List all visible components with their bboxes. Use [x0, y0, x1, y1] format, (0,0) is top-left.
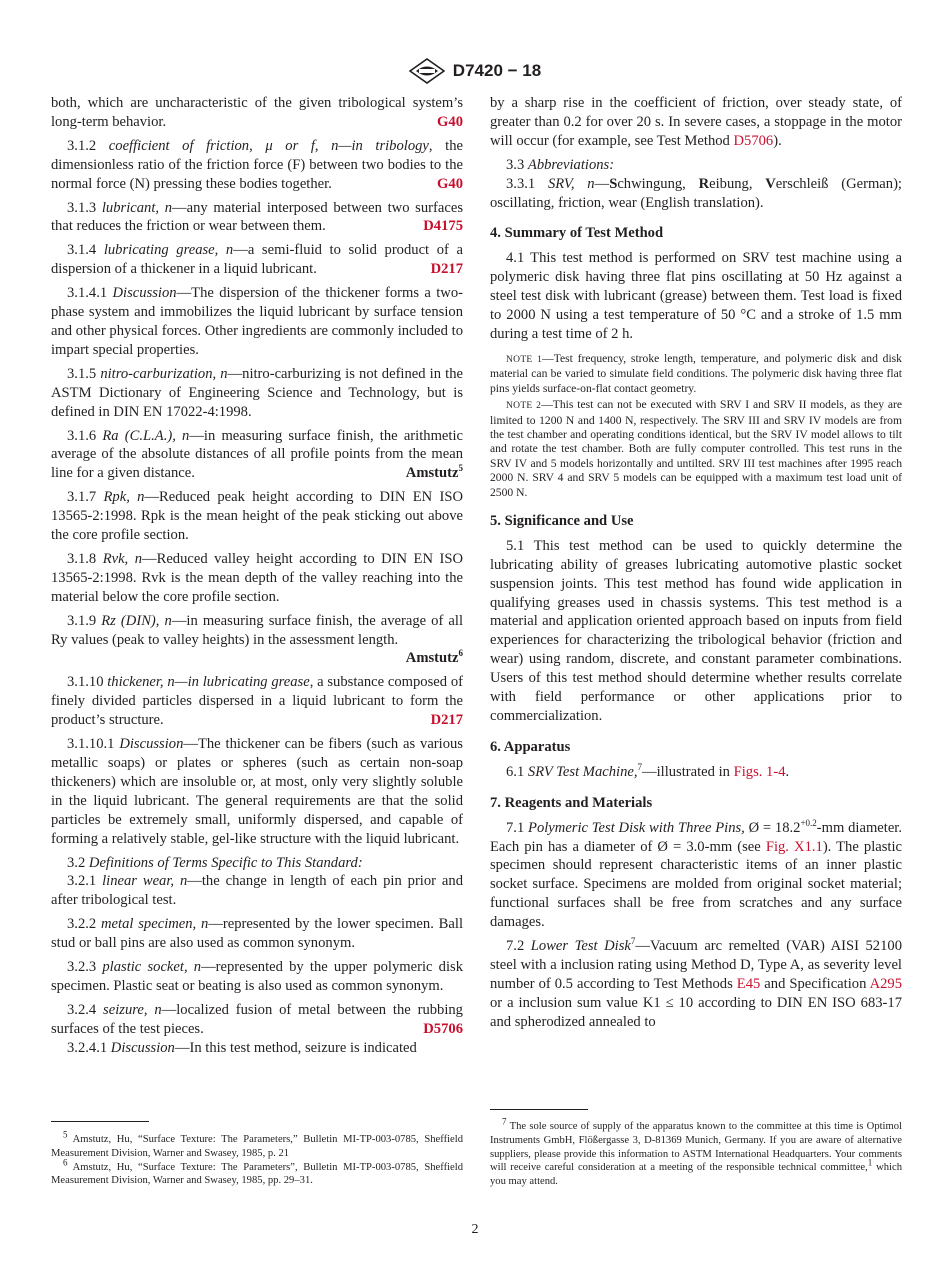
paragraph-6-1: 6.1 SRV Test Machine,$^7$—illustrated in Figs. 1-4.: [506, 761, 790, 780]
link-figs-1-4[interactable]: Figs. 1-4: [733, 763, 786, 780]
definition-paragraph: 3.1.6 Ra (C.L.A.), n—in measuring surface finish, the arithmetic average of the absolute distances of all profile points from the mean line for a given distance. Amstutz$^5$: [51, 427, 463, 482]
definition-paragraph: 3.1.10.1 Discussion—The thickener can be fibers (such as various metallic soaps) or plates or spheres (such as certain non-soap thickeners) which are insoluble or, at most, only very slightly soluble in the liquid lubricant. The general requirements are that the solid particles be extremely small, uniformly dispersed, and capable of forming a relatively stable, gel-like structure with the liquid lubricant.: [51, 736, 463, 847]
paragraph-5-1: 5.1 This test method can be used to quickly determine the lubricating ability of greases lubricating automotive plastic socket suspension joints. This test method has found wide application in qualifying greases used in chassis systems. This test method is a material and application oriented approach based on inputs from field experiences for characterizing the tribological behavior (friction and wear) using random, discrete, and constant parameter combinations. Users of this test method should determine whether results correlate with field performance or other applications prior to commercialization.: [490, 537, 902, 724]
link-d5706[interactable]: D5706: [733, 132, 774, 149]
note-2: NOTE 2—This test can not be executed with SRV I and SRV II models, as they are limited to 1200 N and 1400 N, respectively. The SRV III and SRV IV models are from the test chamber and operating conditions identical, but the SRV IV model allows to tilt and rotate the test chamber. Both are fully computer controlled. This test runs in the SRV IV and 5 models horizontally and untilted. SRV III test machines after 1995 reach 2000 N. SRV 4 and SRV 5 models can be equipped with a maximum test load unit of 2500 N.: [490, 398, 902, 499]
section-heading-6: 6. Apparatus: [490, 738, 571, 755]
reference-link[interactable]: G40: [437, 113, 463, 130]
definition-paragraph: 3.2.1 linear wear, n—the change in length of each pin prior and after tribological test.: [51, 873, 463, 909]
paragraph-3-2-4-1-continued: by a sharp rise in the coefficient of friction, over steady state, of greater than 0.2 for over 20 s. In severe cases, a stoppage in the motor will occur (for example, see Test Method D5706).: [490, 95, 902, 149]
section-heading-5: 5. Significance and Use: [490, 512, 634, 529]
definition-paragraph: 3.1.10 thickener, n—in lubricating grease, a substance composed of finely divided particles dispersed in a liquid lubricant to form the product’s structure. D217: [51, 674, 463, 729]
right-column: [490, 94, 902, 1037]
document-code: D7420 − 18: [452, 61, 542, 80]
definition-paragraph: 3.1.3 lubricant, n—any material interposed between two surfaces that reduces the friction or wear between them. D4175: [51, 199, 463, 235]
page-header: [0, 58, 950, 84]
definition-paragraph: 3.1.8 Rvk, n—Reduced valley height according to DIN EN ISO 13565-2:1998. Rvk is the mean depth of the valley reaching into the material below the core profile section.: [51, 550, 463, 605]
definition-paragraph: 3.2.4.1 Discussion—In this test method, seizure is indicated: [67, 1039, 417, 1056]
definition-paragraph: 3.2.2 metal specimen, n—represented by the lower specimen. Ball stud or ball pins are also used as common synonym.: [51, 916, 463, 952]
reference-link[interactable]: D217: [430, 261, 463, 278]
definition-paragraph: 3.2.3 plastic socket, n—represented by the upper polymeric disk specimen. Plastic seat or beating is also used as common synonym.: [51, 959, 463, 994]
footnote-5: $^5$ Amstutz, Hu, “Surface Texture: The Parameters,” Bulletin MI-TP-003-0785, Sheffield Measurement Division, Warner and Swasey, 1985, p. 21: [51, 1129, 463, 1159]
paragraph-4-1: 4.1 This test method is performed on SRV test machine using a polymeric disk having three flat pins oscillating at 50 Hz against a steel test disk with lubricant (grease) between them. Test load is fixed to 2000 N using a test temperature of 50 °C and a stroke of 1.5 mm during a test time of 2 h.: [490, 250, 902, 342]
reference-link[interactable]: D4175: [423, 218, 463, 235]
paragraph-7-1: 7.1 Polymeric Test Disk with Three Pins, Ø = $18.2^{+0.2}-mm$ diameter. Each pin has a diameter of Ø = 3.0-mm (see Fig. X1.1). The plastic specimen should represent characteristic items of an inner plastic socket surface. Specimens are molded from original socket material; functional surfaces shall be free from scratches and any surface damages.: [490, 817, 903, 931]
footnote-7: $^7$ The sole source of supply of the apparatus known to the committee at this time is Optimol Instruments GmbH, Flößergasse 3, D-81369 Munich, Germany. If you are aware of alternative suppliers, please provide this information to ASTM International Headquarters. Your comments will receive careful consideration at a meeting of the responsible technical committee,$^1$ which you may attend.: [490, 1116, 902, 1188]
astm-logo-icon: [409, 58, 445, 84]
paragraph-7-2: 7.2 Lower Test Disk$^7$—Vacuum arc remelted (VAR) AISI 52100 steel with a inclusion rating using Method D, Type A, as severity level number of 0.5 according to Test Methods E45 and Specification A295 or a inclusion sum value K1 ≤ 10 according to DIN EN ISO 683-17 and spherodized annealed to: [490, 936, 902, 1030]
note-1: NOTE 1—Test frequency, stroke length, temperature, and polymeric disk and disk material can be varied to simulate field conditions. The polymeric disk having three flat pins yields surface-on-flat contact geometry.: [490, 351, 902, 395]
section-heading-7: 7. Reagents and Materials: [490, 794, 653, 811]
reference-link[interactable]: D217: [430, 712, 463, 729]
footnote-rule-left: [51, 1121, 149, 1122]
footnotes-left: [51, 1129, 463, 1188]
link-fig-x1-1[interactable]: Fig. X1.1: [765, 838, 823, 855]
definition-paragraph: 3.1.7 Rpk, n—Reduced peak height according to DIN EN ISO 13565-2:1998. Rpk is the mean height of the peak sticking out above the core profile section.: [51, 489, 463, 544]
definition-paragraph: both, which are uncharacteristic of the given tribological system’s long-term behavior. G40: [51, 95, 463, 130]
definition-paragraph: 3.1.2 coefficient of friction, μ or f, n—in tribology, the dimensionless ratio of the friction force (F) between two bodies to the normal force (N) pressing these bodies together. G40: [51, 137, 463, 192]
section-heading-4: 4. Summary of Test Method: [490, 225, 664, 242]
source-reference: Amstutz$^6$: [405, 648, 463, 667]
footnote-rule-right: [490, 1109, 588, 1110]
definition-paragraph: 3.1.9 Rz (DIN), n—in measuring surface finish, the average of all Ry values (peak to valley heights) in the assessment length. Amstutz$^6$: [51, 612, 463, 667]
reference-link[interactable]: D5706: [423, 1020, 463, 1037]
paragraph-3-3: 3.3 Abbreviations:: [506, 156, 615, 173]
definition-paragraph: 3.1.4.1 Discussion—The dispersion of the thickener forms a two-phase system and immobilizes the liquid lubricant by surface tension and other physical forces. Other ingredients are commonly included to impart special properties.: [51, 285, 463, 358]
page-number: 2: [471, 1222, 479, 1237]
definition-paragraph: 3.1.4 lubricating grease, n—a semi-fluid to solid product of a dispersion of a thickener in a liquid lubricant. D217: [51, 242, 463, 278]
paragraph-3-3-1: 3.3.1 SRV, n—Schwingung, Reibung, Verschleiß (German); oscillating, friction, wear (English translation).: [490, 175, 902, 211]
left-column: [51, 94, 463, 1063]
link-e45[interactable]: E45: [736, 975, 761, 992]
definition-paragraph: 3.2.4 seizure, n—localized fusion of metal between the rubbing surfaces of the test pieces. D5706: [51, 1001, 463, 1037]
definition-paragraph: 3.1.5 nitro-carburization, n—nitro-carburizing is not defined in the ASTM Dictionary of Engineering Science and Technology, but is defined in DIN EN 17022-4:1998.: [51, 365, 463, 420]
reference-link[interactable]: G40: [437, 175, 463, 192]
footnote-6: $^6$ Amstutz, Hu, “Surface Texture: The Parameters”, Bulletin MI-TP-003-0785, Sheffield Measurement Division, Warner and Swasey, 1985, pp. 29–31.: [51, 1157, 463, 1187]
link-a295[interactable]: A295: [869, 975, 902, 992]
definition-paragraph: 3.2 Definitions of Terms Specific to This Standard:: [67, 854, 363, 871]
source-reference: Amstutz$^5$: [405, 463, 463, 482]
